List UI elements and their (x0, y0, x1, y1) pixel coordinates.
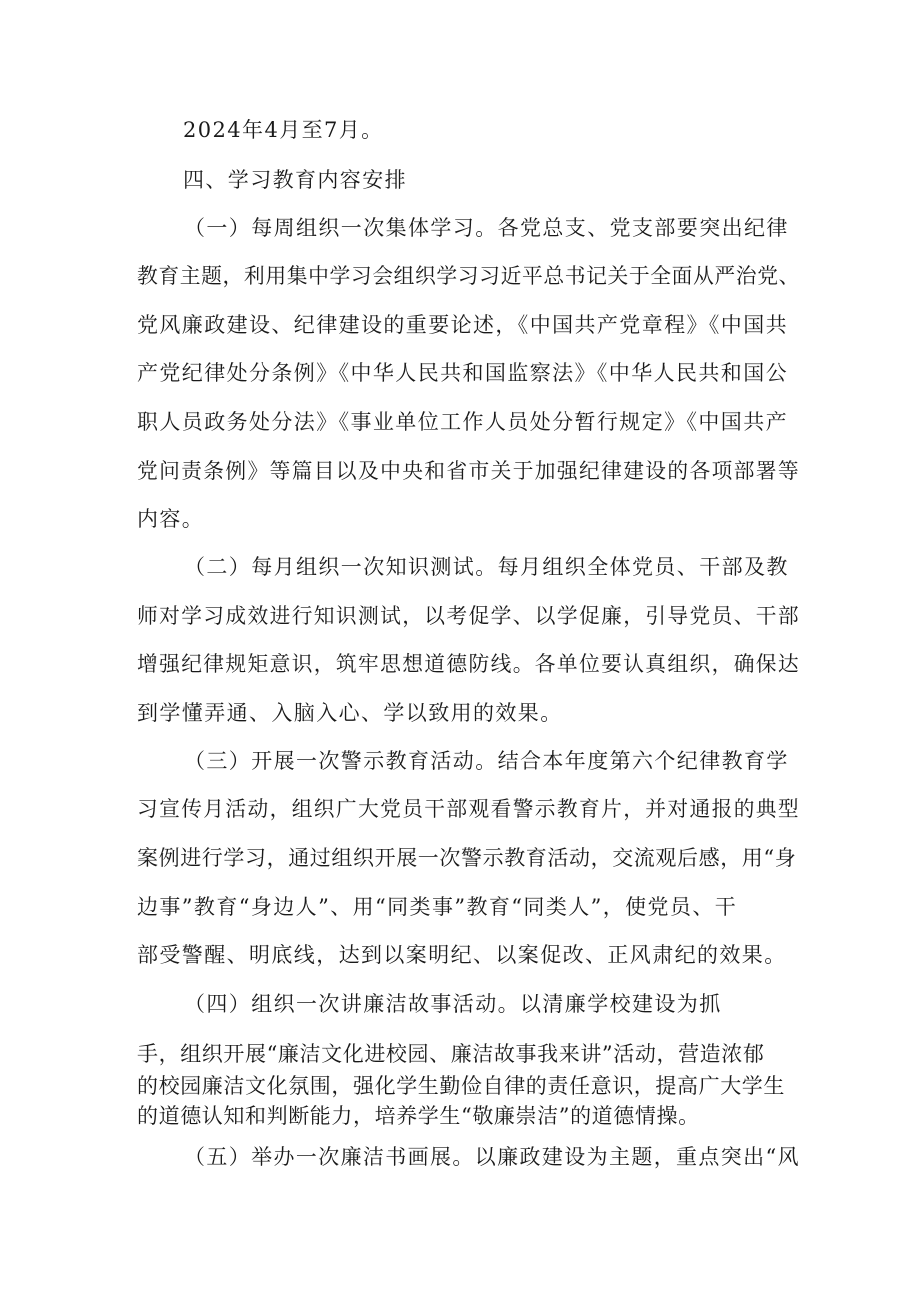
paragraph-1-line-1: （一）每周组织一次集体学习。各党总支、党支部要突出纪律 (184, 216, 789, 240)
paragraph-3-line-4: 边事”教育“身边人”、用“同类事”教育“同类人”，使党员、干 (137, 895, 738, 919)
paragraph-4-line-4: 的道德认知和判断能力，培养学生“敬廉崇洁”的道德情操。 (137, 1104, 700, 1128)
paragraph-2-line-2: 师对学习成效进行知识测试，以考促学、以学促廉，引导党员、干部 (137, 604, 800, 628)
paragraph-4-line-3: 的校园廉洁文化氛围，强化学生勤俭自律的责任意识，提高广大学生 (137, 1074, 785, 1098)
paragraph-2-line-4: 到学懂弄通、入脑入心、学以致用的效果。 (137, 701, 563, 725)
paragraph-3-line-5: 部受警醒、明底线，达到以案明纪、以案促改、正风肃纪的效果。 (137, 943, 787, 967)
paragraph-2-line-3: 增强纪律规矩意识，筑牢思想道德防线。各单位要认真组织，确保达 (137, 652, 800, 676)
paragraph-3-line-3: 案例进行学习，通过组织开展一次警示教育活动，交流观后感，用“身 (137, 846, 797, 870)
paragraph-5-line-1: （五）举办一次廉洁书画展。以廉政建设为主题，重点突出“风 (184, 1145, 801, 1169)
paragraph-1-line-6: 党问责条例》等篇目以及中央和省市关于加强纪律建设的各项部署等 (137, 459, 800, 483)
paragraph-4-line-2: 手，组织开展“廉洁文化进校园、廉洁故事我来讲”活动，营造浓郁 (137, 1042, 765, 1066)
paragraph-1-line-4: 产党纪律处分条例》《中华人民共和国监察法》《中华人民共和国公 (137, 361, 788, 385)
date-line: 2024年4月至7月。 (183, 118, 384, 142)
paragraph-1-line-7: 内容。 (137, 507, 205, 531)
paragraph-1-line-2: 教育主题，利用集中学习会组织学习习近平总书记关于全面从严治党、 (137, 264, 800, 288)
section-heading: 四、学习教育内容安排 (183, 168, 407, 192)
paragraph-2-line-1: （二）每月组织一次知识测试。每月组织全体党员、干部及教 (184, 555, 789, 579)
paragraph-4-line-1: （四）组织一次讲廉洁故事活动。以清廉学校建设为抓 (184, 992, 722, 1016)
paragraph-3-line-2: 习宣传月活动，组织广大党员干部观看警示教育片，并对通报的典型 (137, 797, 800, 821)
paragraph-1-line-3: 党风廉政建设、纪律建设的重要论述，《中国共产党章程》《中国共 (137, 313, 788, 337)
paragraph-1-line-5: 职人员政务处分法》《事业单位工作人员处分暂行规定》《中国共产 (137, 410, 788, 434)
paragraph-3-line-1: （三）开展一次警示教育活动。结合本年度第六个纪律教育学 (184, 749, 789, 773)
